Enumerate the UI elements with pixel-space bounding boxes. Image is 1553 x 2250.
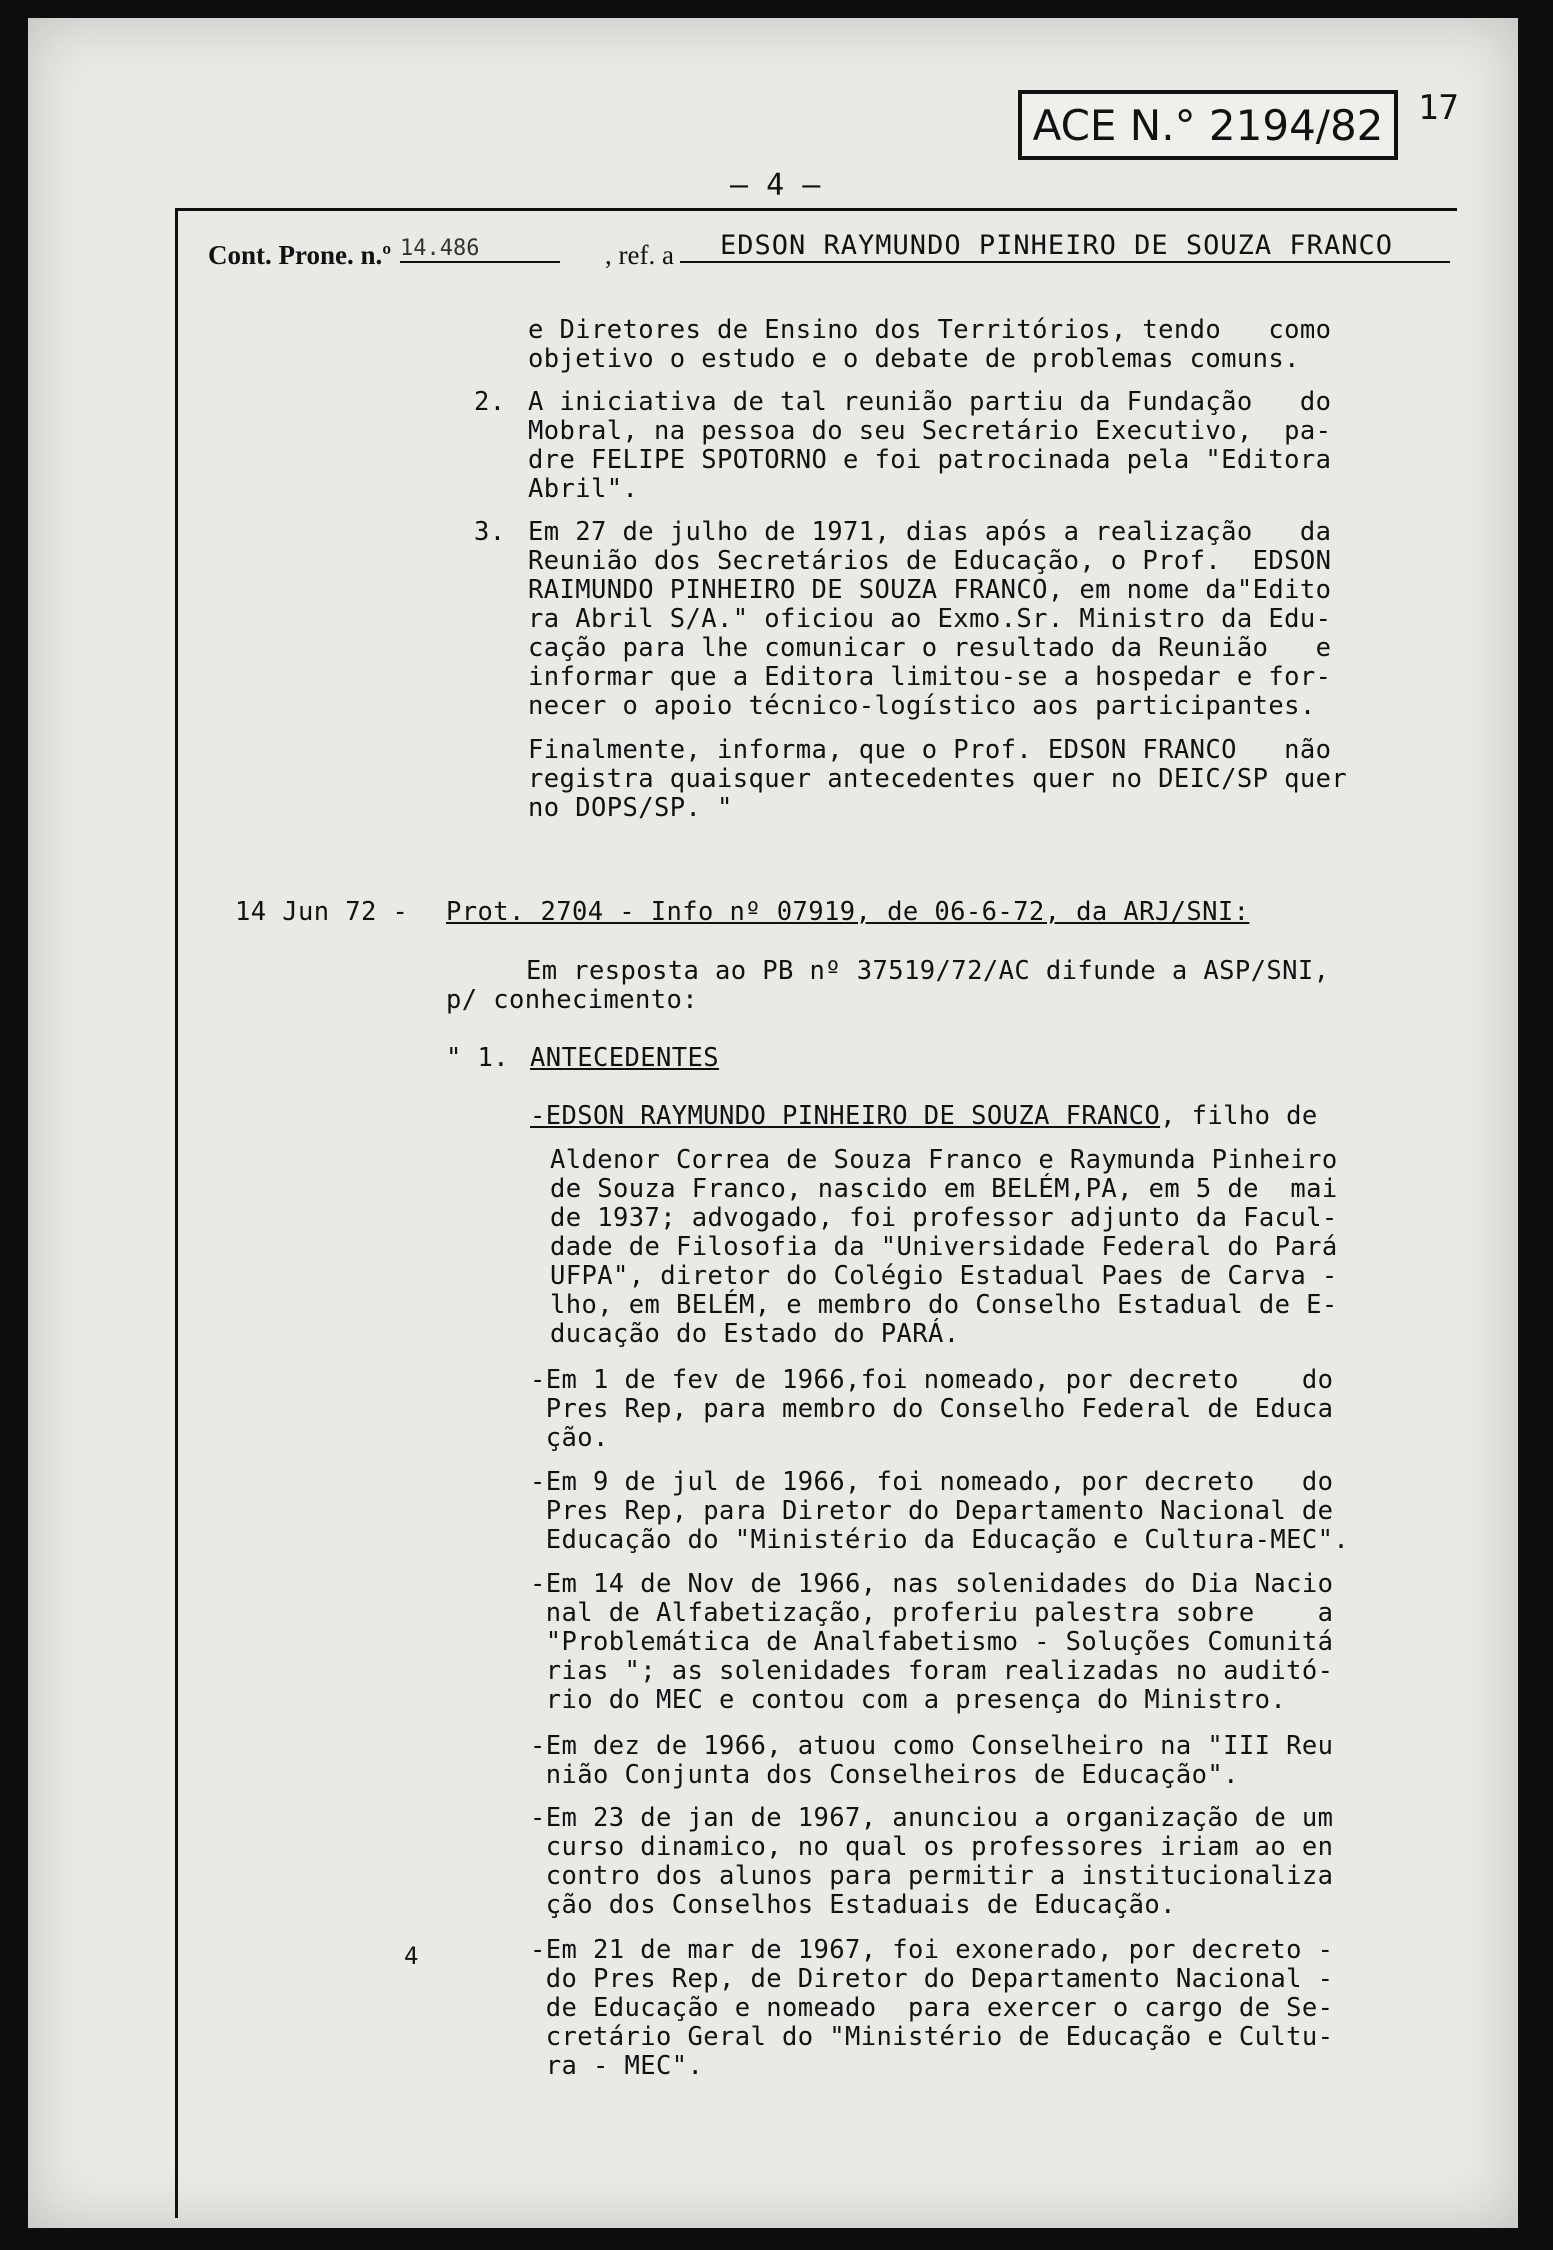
intro-paragraph: e Diretores de Ensino dos Territórios, tendo como objetivo o estudo e o debate de problemas comuns. — [528, 315, 1332, 374]
entry-reference: Prot. 2704 - Info nº 07919, de 06-6-72, da ARJ/SNI: — [446, 897, 1250, 927]
event-item: -Em 14 de Nov de 1966, nas solenidades do Dia Nacio nal de Alfabetização, proferiu palestra sobre a "Problemática de Analfabetismo - Soluções Comunitá rias "; as solenidades foram realizadas no auditó- rio do MEC e contou com a presença do Ministro. — [530, 1569, 1334, 1715]
ref-label: , ref. a — [605, 240, 674, 270]
event-item: -Em 21 de mar de 1967, foi exonerado, por decreto - do Pres Rep, de Diretor do Departamento Nacional - de Educação e nomeado para exercer o cargo de Se- cretário Geral do "Ministério de Educação e Cultu- ra - MEC". — [530, 1935, 1334, 2081]
page-number: — 4 — — [730, 168, 821, 203]
event-item: -Em 9 de jul de 1966, foi nomeado, por decreto do Pres Rep, para Diretor do Departamento Nacional de Educação do "Ministério da Educação e Cultura-MEC". — [530, 1467, 1350, 1555]
prontuario-number: 14.486 — [400, 236, 560, 263]
corner-mark: 17 — [1418, 88, 1459, 128]
entry-date: 14 Jun 72 - — [235, 897, 409, 927]
ace-stamp: ACE N.° 2194/82 — [1018, 90, 1398, 160]
bio-lead — [530, 1102, 1318, 1131]
header-rule — [175, 208, 1457, 211]
bio-paragraph: Aldenor Correa de Souza Franco e Raymunda Pinheiro de Souza Franco, nascido em BELÉM,PA, em 5 de mai de 1937; advogado, foi professor adjunto da Facul- dade de Filosofia da "Universidade Federal do Pará UFPA", diretor do Colégio Estadual Paes de Carva - lho, em BELÉM, e membro do Conselho Estadual de E- ducação do Estado do PARÁ. — [550, 1145, 1338, 1349]
antecedentes-title: ANTECEDENTES — [530, 1043, 720, 1073]
item-2-number: 2. — [474, 387, 506, 417]
item-3-paragraph: Em 27 de julho de 1971, dias após a realização da Reunião dos Secretários de Educação, o Prof. EDSON RAIMUNDO PINHEIRO DE SOUZA FRANCO, em nome da"Edito ra Abril S/A." oficiou ao Exmo.Sr. Ministro da Edu- cação para lhe comunicar o resultado da Reunião e informar que a Editora limitou-se a hospedar e for- necer o apoio técnico-logístico aos participantes. — [528, 517, 1332, 721]
finalmente-paragraph: Finalmente, informa, que o Prof. EDSON FRANCO não registra quaisquer antecedentes quer no DEIC/SP quer no DOPS/SP. " — [528, 735, 1348, 823]
item-3-number: 3. — [474, 517, 506, 547]
margin-rule — [175, 208, 178, 2218]
event-item: -Em 23 de jan de 1967, anunciou a organização de um curso dinamico, no qual os professores iriam ao en contro dos alunos para permitir a institucionaliza ção dos Conselhos Estaduais de Educação. — [530, 1803, 1334, 1920]
cont-label: Cont. Prone. n.º — [208, 240, 392, 270]
margin-mark: 4 — [404, 1942, 419, 1970]
resposta-paragraph: Em resposta ao PB nº 37519/72/AC difunde a ASP/SNI, p/ conhecimento: — [446, 956, 1330, 1015]
item-2-paragraph: A iniciativa de tal reunião partiu da Fundação do Mobral, na pessoa do seu Secretário Executivo, pa- dre FELIPE SPOTORNO e foi patrocinada pela "Editora Abril". — [528, 387, 1332, 504]
antecedentes-number: " 1. — [446, 1043, 510, 1073]
event-item: -Em dez de 1966, atuou como Conselheiro na "III Reu nião Conjunta dos Conselheiros de Educação". — [530, 1731, 1334, 1790]
bio-lead-rest: , filho de — [1160, 1101, 1318, 1131]
bio-lead-name: -EDSON RAYMUNDO PINHEIRO DE SOUZA FRANCO — [530, 1101, 1161, 1131]
event-item: -Em 1 de fev de 1966,foi nomeado, por decreto do Pres Rep, para membro do Conselho Federal de Educa ção. — [530, 1365, 1334, 1453]
subject-name: EDSON RAYMUNDO PINHEIRO DE SOUZA FRANCO — [680, 230, 1450, 263]
